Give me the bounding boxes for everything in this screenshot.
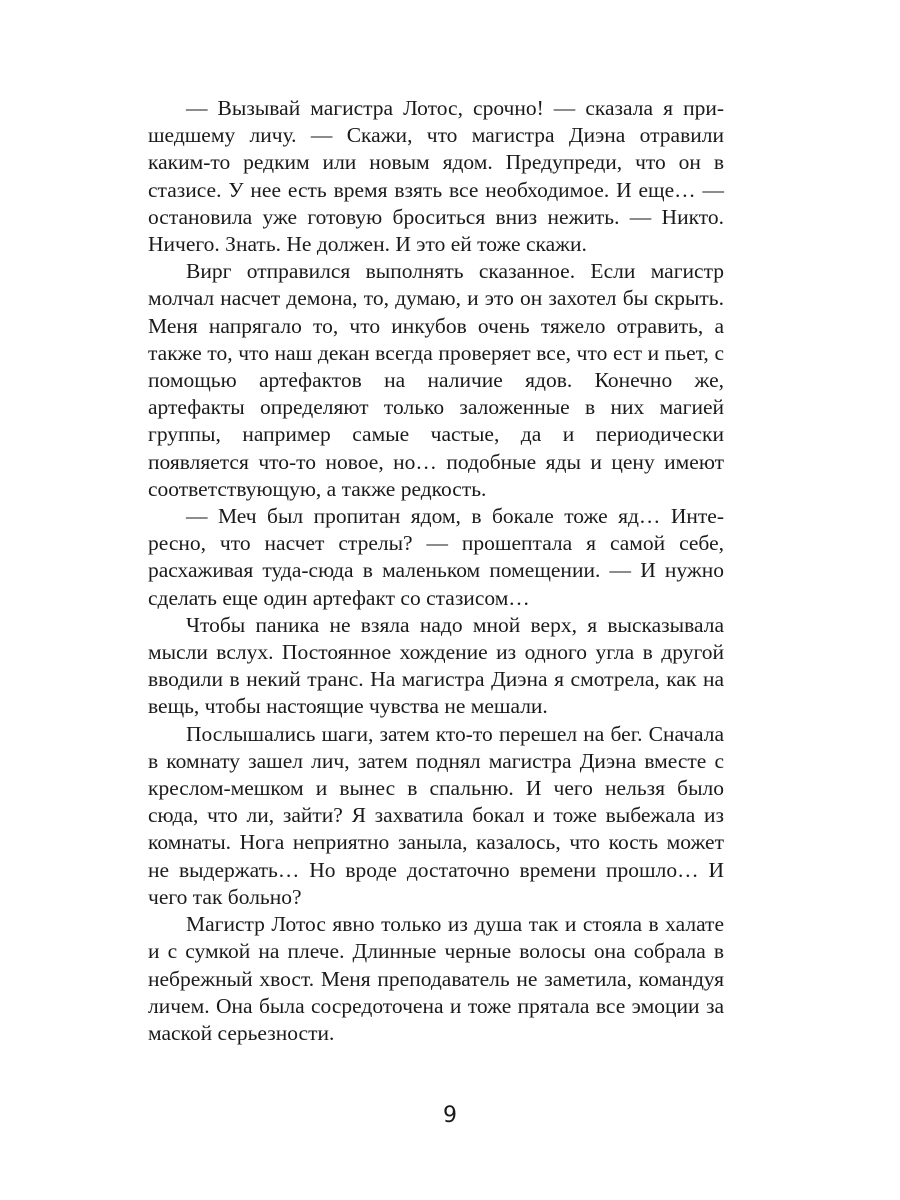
page-number: 9 [443, 1103, 457, 1128]
paragraph-4: Чтобы паника не взяла надо мной верх, я высказывала мысли вслух. Постоянное хождение из одного угла в другой вводили в некий транс. На магистра Диэна я смотрела, как на вещь, чтобы настоящие чувства не мешали. [148, 612, 724, 719]
paragraph-2: Вирг отправился выполнять сказанное. Если магистр молчал насчет демона, то, думаю, и это он захотел бы скрыть. Меня напрягало то, что инкубов очень тяжело отравить, а также то, что наш декан всегда проверяет все, что ест и пьет, с помощью артефактов на наличие ядов. Конечно же, артефакты определяют только заложенные в них магией группы, например самые частые, да и периодически появляется что-то новое, но… подобные яды и цену имеют соответствующую, а также редкость. [148, 259, 724, 501]
paragraph-3: — Меч был пропитан ядом, в бокале тоже яд… Интересно, что насчет стрелы? — прошептала я самой себе, расхаживая туда-сюда в маленьком помещении. — И нужно сделать еще один артефакт со стазисом… [148, 504, 724, 610]
paragraph-6: Магистр Лотос явно только из душа так и стояла в халате и с сумкой на плече. Длинные черные волосы она собрала в небрежный хвост. Меня преподаватель не заметила, командуя личем. Она была сосредоточена и тоже прятала все эмоции за маской серьезности. [148, 912, 724, 1045]
paragraph-5: Послышались шаги, затем кто-то перешел на бег. Сначала в комнату зашел лич, затем поднял магистра Диэна вместе с креслом-мешком и вынес в спальню. И чего нельзя было сюда, что ли, зайти? Я захватила бокал и тоже выбежала из комнаты. Нога неприятно заныла, казалось, что кость может не выдержать… Но вроде достаточно времени прошло… И чего так больно? [148, 721, 724, 909]
page-text [148, 95, 724, 1047]
paragraph-1: — Вызывай магистра Лотос, срочно! — сказала я пришедшему личу. — Скажи, что магистра Диэна отравили каким-то редким или новым ядом. Предупреди, что он в стазисе. У нее есть время взять все необходимое. И еще… — остановила уже готовую броситься вниз нежить. — Никто. Ничего. Знать. Не должен. И это ей тоже скажи. [148, 96, 724, 257]
